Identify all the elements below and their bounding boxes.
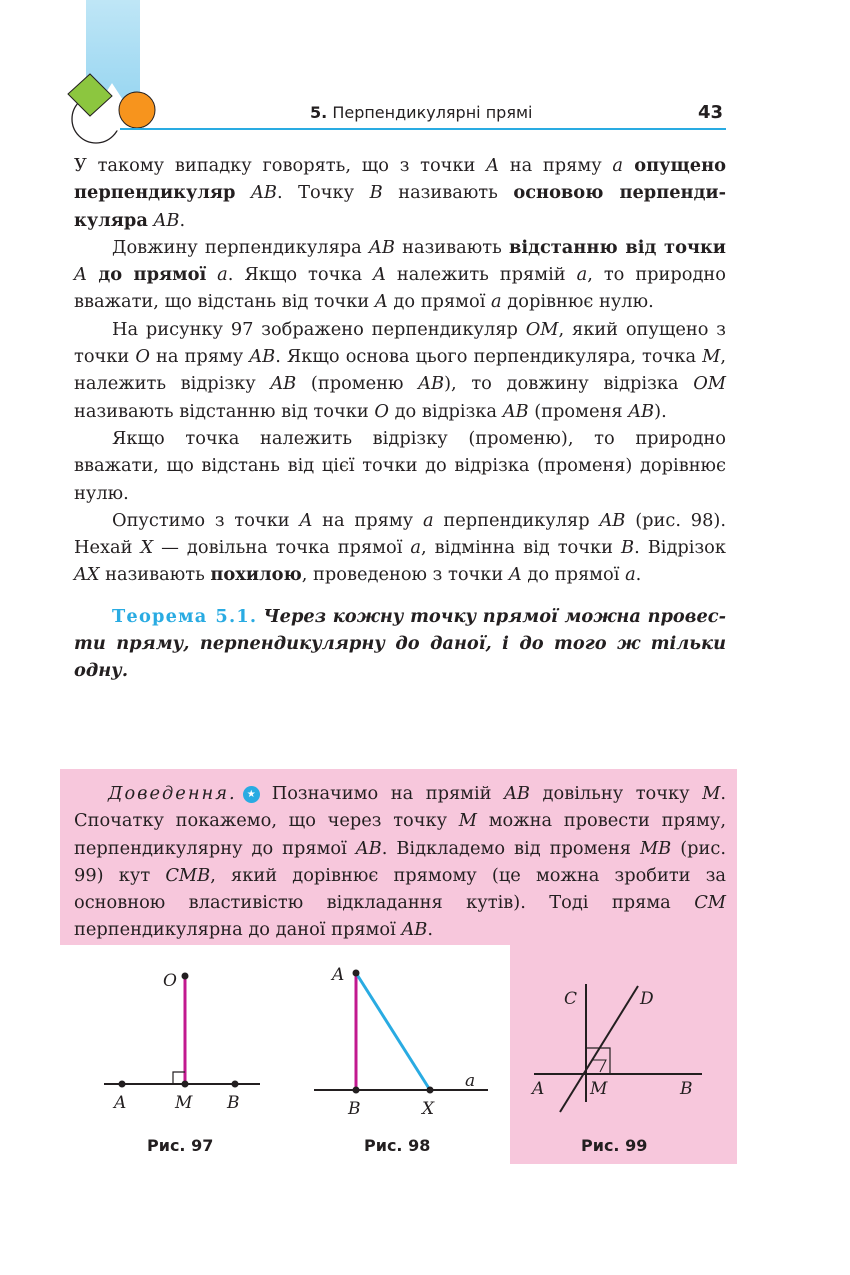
proof-text <box>74 780 726 944</box>
text-run: , проведеною з точки <box>301 564 509 586</box>
figure-99 <box>520 970 720 1120</box>
text-run: Опустимо з точки <box>112 509 300 531</box>
body-text <box>74 152 726 685</box>
caption-fig-97: Рис. 97 <box>147 1136 214 1155</box>
text-run: до відрізка <box>388 400 503 422</box>
text-run: можна провести пряму, перпендикулярну до прямої <box>74 810 726 859</box>
text-run: . <box>635 564 642 586</box>
label-a: A <box>114 1093 127 1113</box>
label-b: B <box>227 1093 240 1113</box>
math-symbol: AB <box>418 373 445 395</box>
text-run: на пряму <box>498 155 613 176</box>
text-run: У такому випадку говорять, що з точки <box>74 155 487 176</box>
math-symbol: AB <box>249 346 276 368</box>
text-run: Довжину перпендикуляра <box>112 236 369 258</box>
text-run: перпендикуляр <box>433 509 600 531</box>
math-symbol: X <box>140 537 154 559</box>
math-symbol: AB <box>628 400 655 422</box>
paragraph-1 <box>74 152 726 234</box>
math-symbol: a <box>422 509 434 531</box>
text-run: . Відкладемо від променя <box>381 837 640 859</box>
math-symbol: a <box>217 264 228 286</box>
label-a: A <box>332 965 345 985</box>
math-symbol: CM <box>694 892 726 914</box>
point-o <box>182 973 189 980</box>
text-run: . Якщо точка <box>227 264 374 286</box>
label-line-a: a <box>465 1071 476 1091</box>
chapter-logo-icon <box>60 60 170 150</box>
proof-label: Доведення. <box>108 783 237 804</box>
point-a <box>119 1081 126 1088</box>
math-symbol: AB <box>401 919 428 941</box>
paragraph-5 <box>74 507 726 589</box>
math-symbol: A <box>299 509 313 531</box>
text-run <box>206 264 217 285</box>
math-symbol: MB <box>639 837 672 859</box>
text-run: дорівнює нулю. <box>501 291 654 313</box>
math-symbol: M <box>702 346 721 368</box>
math-symbol: a <box>612 155 624 176</box>
math-symbol: AB <box>270 373 297 395</box>
text-run: належить прямій <box>385 264 577 286</box>
math-symbol: a <box>410 537 421 559</box>
text-run: називають <box>382 182 514 204</box>
math-symbol: A <box>74 264 87 286</box>
math-symbol: AB <box>369 236 395 258</box>
theorem-text: Через кожну точку прямої можна провести пряму, перпендикулярну до даної, і до того ж тільки одну. <box>74 605 726 682</box>
text-run: (рис. 99) кут <box>74 837 726 886</box>
text-run: , належить відрізку <box>74 346 727 395</box>
point-m <box>182 1081 189 1088</box>
label-m: M <box>590 1079 608 1099</box>
point-b <box>232 1081 239 1088</box>
text-run: до прямої <box>521 564 626 586</box>
math-symbol: a <box>491 291 502 313</box>
math-symbol: AB <box>153 209 180 231</box>
label-d: D <box>640 989 654 1009</box>
label-o: O <box>163 971 177 991</box>
math-symbol: B <box>369 182 383 204</box>
point-b <box>353 1087 360 1094</box>
text-run: на пряму <box>312 509 423 531</box>
text-run: , який опущено з точки <box>74 318 726 368</box>
figure-98 <box>310 960 495 1120</box>
text-run: . Відрізок <box>634 537 726 559</box>
point-x <box>427 1087 434 1094</box>
label-c: C <box>564 989 578 1009</box>
math-symbol: A <box>508 564 522 586</box>
point-a <box>353 970 360 977</box>
angle-mark <box>592 1060 606 1072</box>
math-symbol: OM <box>525 318 559 340</box>
paragraph-2 <box>74 234 726 316</box>
text-run: . <box>427 919 434 941</box>
bold-term: основою перпендикуляра <box>74 182 726 231</box>
text-run: ). <box>654 400 667 422</box>
math-symbol: A <box>374 291 388 313</box>
math-symbol: AB <box>502 400 529 422</box>
text-run: ), то довжину відрізка <box>444 373 694 395</box>
text-run: На рисунку 97 зображено перпендикуляр <box>112 318 526 340</box>
label-a: A <box>532 1079 545 1099</box>
caption-fig-98: Рис. 98 <box>364 1136 431 1155</box>
running-head <box>310 103 532 122</box>
text-run: . Спочатку покажемо, що через точку <box>74 783 726 832</box>
math-symbol: AB <box>504 783 530 804</box>
text-run <box>235 182 251 203</box>
figure-97 <box>100 960 270 1120</box>
text-run: . Якщо основа цього перпендикуляра, точка <box>275 346 703 368</box>
text-run: — довільна точка прямої <box>153 537 411 559</box>
math-symbol: AB <box>355 837 382 859</box>
math-symbol: CMB <box>165 864 211 886</box>
text-run: довільну точку <box>530 783 703 804</box>
text-run: (променю <box>296 373 419 395</box>
bold-term: відстанню від точки <box>508 236 726 258</box>
text-run: , який дорівнює прямому (це можна зробити за основною властивістю відкладання кутів). Тоді пряма <box>74 864 727 914</box>
text-run: називають <box>99 564 211 586</box>
math-symbol: A <box>373 264 386 286</box>
proof-body <box>74 783 726 940</box>
math-symbol: B <box>620 537 635 559</box>
math-symbol: M <box>702 783 721 804</box>
text-run: , відмінна від точки <box>420 537 621 559</box>
text-run: (рис. 98). Нехай <box>74 509 727 559</box>
oblique-ax <box>356 973 430 1090</box>
label-b: B <box>680 1079 693 1099</box>
theorem-5-1 <box>74 603 726 685</box>
theorem-label: Теорема 5.1. <box>112 605 258 627</box>
bold-term: опущено перпендикуляр <box>74 155 726 204</box>
math-symbol: OM <box>693 373 726 395</box>
math-symbol: AB <box>599 509 626 531</box>
math-symbol: a <box>625 564 636 586</box>
label-m: M <box>175 1093 193 1113</box>
math-symbol: AB <box>251 182 277 204</box>
star-icon: ★ <box>243 786 260 803</box>
math-symbol: O <box>135 346 150 368</box>
section-number: 5. <box>310 103 328 122</box>
text-run: . <box>179 209 186 231</box>
page-number: 43 <box>698 102 724 123</box>
math-symbol: M <box>458 810 478 832</box>
math-symbol: a <box>576 264 588 286</box>
paragraph-3 <box>74 316 726 425</box>
label-x: X <box>422 1099 435 1119</box>
text-run: називають <box>394 236 509 258</box>
text-run: називають відстанню від точки <box>74 400 375 422</box>
text-run: , то природно вважати, що відстань від точки <box>74 264 726 313</box>
text-run: до прямої <box>387 291 492 313</box>
text-run: (променя <box>528 400 629 422</box>
paragraph-4 <box>74 425 726 507</box>
bold-term: до прямої <box>86 264 207 286</box>
bold-term: похилою <box>210 564 302 586</box>
text-run: на пряму <box>149 346 250 368</box>
math-symbol: O <box>374 400 389 422</box>
text-run: Якщо точка належить відрізку (променю), то природно вважати, що відстань від цієї точки до відрізка (променя) дорівнює нулю. <box>74 427 726 504</box>
math-symbol: AX <box>74 564 100 586</box>
text-run: перпендикулярна до даної прямої <box>74 919 402 941</box>
text-run: Позначимо на прямій <box>271 783 505 804</box>
math-symbol: A <box>486 155 499 176</box>
header-rule <box>120 128 726 130</box>
section-title: Перпендикулярні прямі <box>332 103 533 122</box>
text-run: . Точку <box>276 182 370 204</box>
label-b: B <box>348 1099 361 1119</box>
caption-fig-99: Рис. 99 <box>581 1136 648 1155</box>
